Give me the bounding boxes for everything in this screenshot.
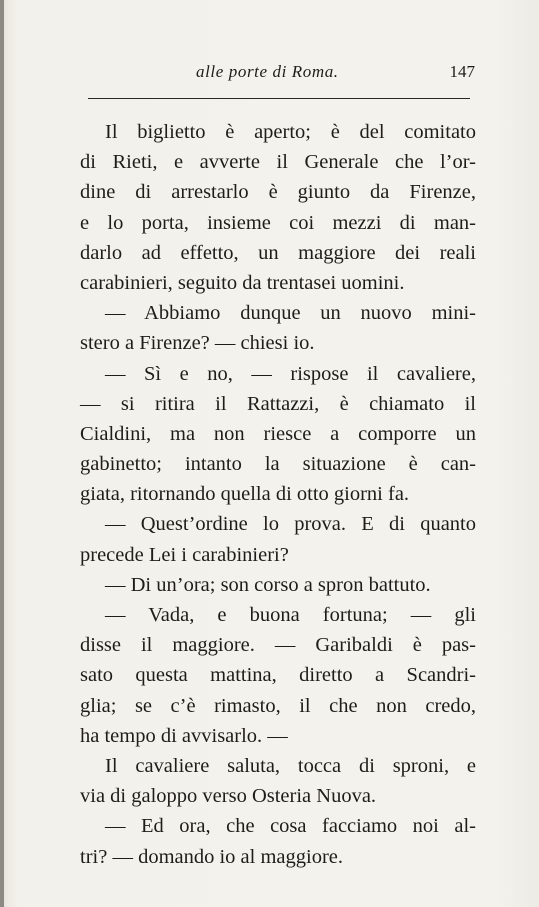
text-line: — Di un’ora; son corso a spron battuto. xyxy=(105,573,431,596)
text-line: ha tempo di avvisarlo. — xyxy=(80,724,288,747)
text-line: — Ed ora, che cosa facciamo noi al- xyxy=(105,815,476,838)
text-line: e lo porta, insieme coi mezzi di man- xyxy=(80,211,476,234)
text-line: darlo ad effetto, un maggiore dei reali xyxy=(80,241,476,264)
text-line: disse il maggiore. — Garibaldi è pas- xyxy=(80,634,476,657)
page-header xyxy=(80,62,480,88)
text-line: — Quest’ordine lo prova. E di quanto xyxy=(105,513,476,536)
page-spine-edge xyxy=(0,0,4,907)
text-line: stero a Firenze? — chiesi io. xyxy=(80,332,315,355)
text-line: carabinieri, seguito da trentasei uomini. xyxy=(80,271,405,294)
text-line: giata, ritornando quella di otto giorni fa. xyxy=(80,483,410,506)
text-line: sato questa mattina, diretto a Scandri- xyxy=(80,664,476,687)
body-text xyxy=(80,117,476,872)
text-line: via di galoppo verso Osteria Nuova. xyxy=(80,785,377,808)
text-line: Il cavaliere saluta, tocca di sproni, e xyxy=(105,754,476,777)
text-line: — si ritira il Rattazzi, è chiamato il xyxy=(80,392,476,415)
text-line: glia; se c’è rimasto, il che non credo, xyxy=(80,694,476,717)
text-line: dine di arrestarlo è giunto da Firenze, xyxy=(80,181,476,204)
text-line: gabinetto; intanto la situazione è can- xyxy=(80,453,476,476)
header-rule xyxy=(88,98,470,99)
text-line: — Abbiamo dunque un nuovo mini- xyxy=(105,302,476,325)
text-line: di Rieti, e avverte il Generale che l’or- xyxy=(80,151,476,174)
page-number: 147 xyxy=(449,62,475,81)
text-line: — Vada, e buona fortuna; — gli xyxy=(105,604,476,626)
text-line: precede Lei i carabinieri? xyxy=(80,543,289,566)
text-line: — Sì e no, — rispose il cavaliere, xyxy=(105,362,476,385)
text-line: Il biglietto è aperto; è del comitato xyxy=(105,121,476,143)
text-line: Cialdini, ma non riesce a comporre un xyxy=(80,422,476,445)
text-line: tri? — domando io al maggiore. xyxy=(80,845,344,868)
running-title: alle porte di Roma. xyxy=(196,62,339,81)
